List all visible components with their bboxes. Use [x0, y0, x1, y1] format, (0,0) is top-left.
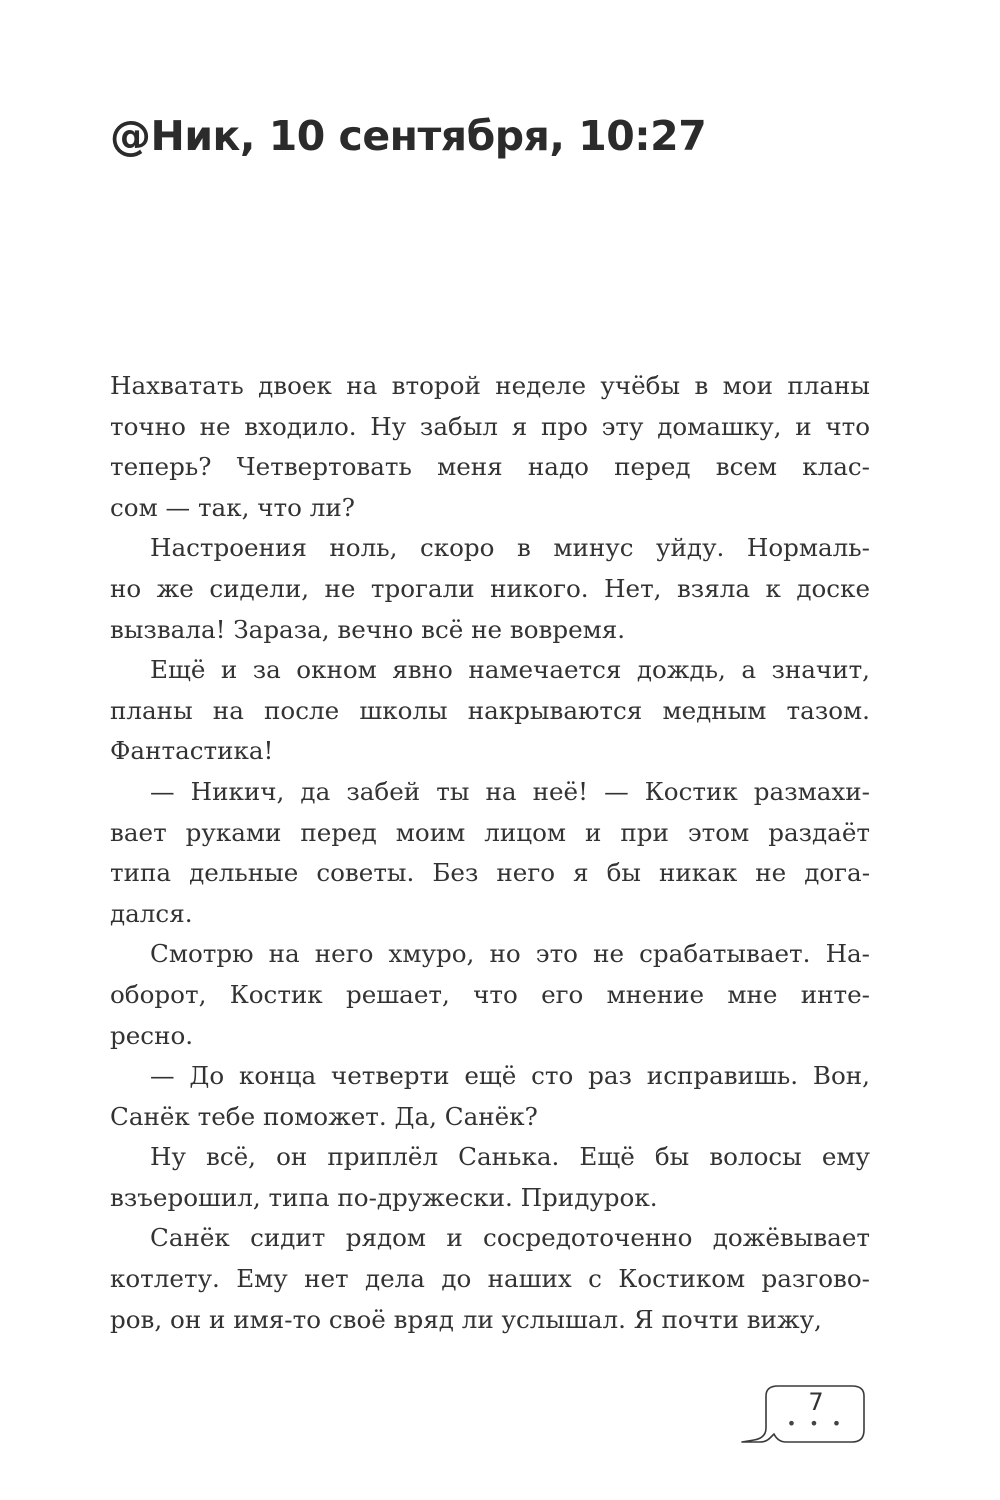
text-line: вает руками перед моим лицом и при этом раздаёт: [110, 817, 870, 847]
text-line: дался.: [110, 898, 193, 928]
text-line: котлету. Ему нет дела до наших с Костиком разгово-: [110, 1264, 870, 1294]
text-line: сом — так, что ли?: [110, 492, 355, 522]
text-line: точно не входило. Ну забыл я про эту домашку, и что: [110, 411, 870, 441]
chapter-title: @Ник, 10 сентября, 10:27: [110, 112, 707, 160]
text-line: Ну всё, он приплёл Санька. Ещё бы волосы ему: [150, 1142, 870, 1172]
paragraph: [110, 650, 870, 772]
paragraph: [110, 1137, 870, 1218]
text-line: Нахватать двоек на второй неделе учёбы в мои планы: [110, 371, 870, 400]
paragraph: [110, 1056, 870, 1137]
ellipsis-dots: • • •: [786, 1414, 846, 1433]
text-line: взъерошил, типа по-дружески. Придурок.: [110, 1182, 658, 1212]
text-line: Санёк сидит рядом и сосредоточенно дожёвывает: [150, 1223, 870, 1253]
text-line: теперь? Четвертовать меня надо перед всем клас-: [110, 452, 870, 482]
body-text: [110, 366, 870, 1340]
text-line: Смотрю на него хмуро, но это не срабатывает. На-: [150, 939, 870, 969]
text-line: Санёк тебе поможет. Да, Санёк?: [110, 1101, 538, 1131]
page-number-badge: [740, 1384, 866, 1446]
text-line: Настроения ноль, скоро в минус уйду. Нормаль-: [150, 533, 870, 563]
text-line: ров, он и имя-то своё вряд ли услышал. Я почти вижу,: [110, 1304, 822, 1334]
text-line: ресно.: [110, 1020, 194, 1050]
paragraph: [110, 366, 870, 528]
text-line: Фантастика!: [110, 736, 274, 766]
text-line: но же сидели, не трогали никого. Нет, взяла к доске: [110, 573, 870, 603]
paragraph: [110, 934, 870, 1056]
text-line: — До конца четверти ещё сто раз исправишь. Вон,: [150, 1061, 870, 1091]
text-line: оборот, Костик решает, что его мнение мне инте-: [110, 979, 870, 1009]
text-line: типа дельные советы. Без него я бы никак не дога-: [110, 858, 870, 888]
text-line: — Никич, да забей ты на неё! — Костик размахи-: [150, 776, 870, 806]
text-line: планы на после школы накрываются медным тазом.: [110, 695, 870, 725]
paragraph: [110, 528, 870, 650]
text-line: Ещё и за окном явно намечается дождь, а значит,: [150, 655, 870, 685]
text-line: вызвала! Зараза, вечно всё не вовремя.: [110, 614, 626, 644]
paragraph: [110, 1218, 870, 1340]
paragraph: [110, 772, 870, 934]
page-number: 7: [808, 1388, 824, 1416]
